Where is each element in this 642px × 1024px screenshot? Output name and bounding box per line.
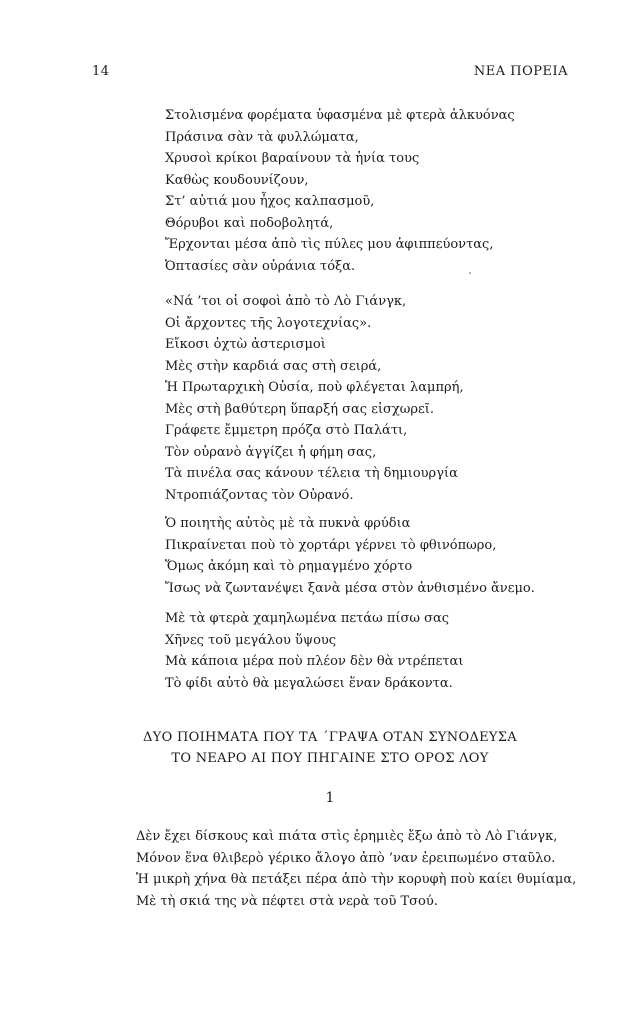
verse-line: Χρυσοὶ κρίκοι βαραίνουν τὰ ἡνία τους — [165, 151, 420, 166]
poem-stanza-3 — [165, 513, 535, 599]
poem-two — [136, 826, 576, 912]
verse-line: Μόνον ἕνα θλιβερὸ γέρικο ἄλογο ἀπὸ ’ναν ἐρειπωμένο σταῦλο. — [136, 850, 556, 866]
verse-line: Ὀπτασίες σὰν οὐράνια τόξα. — [165, 258, 356, 274]
verse-line: Μὲς στὴ βαθύτερη ὕπαρξή σας εἰσχωρεῖ. — [165, 401, 435, 417]
verse-line: Πικραίνεται ποὺ τὸ χορτάρι γέρνει τὸ φθινόπωρο, — [165, 537, 497, 553]
verse-line: Μὰ κάποια μέρα ποὺ πλέον δὲν θὰ ντρέπεται — [165, 654, 464, 669]
verse-line: Ὅμως ἀκόμη καὶ τὸ ρημαγμένο χόρτο — [165, 559, 413, 574]
verse-line: Μὲς στὴν καρδιά σας στὴ σειρά, — [165, 358, 382, 374]
verse-line: Δὲν ἔχει δίσκους καὶ πιάτα στὶς ἐρημιὲς ἔξω ἀπὸ τὸ Λὸ Γιάνγκ, — [136, 829, 558, 844]
section-number: 1 — [325, 790, 335, 806]
verse-line: Ὁ ποιητὴς αὐτὸς μὲ τὰ πυκνὰ φρύδια — [165, 516, 411, 531]
poem-stanza-2 — [165, 291, 464, 506]
page-header — [92, 64, 568, 84]
verse-line: Θόρυβοι καὶ ποδοβολητά, — [165, 215, 334, 231]
verse-line: Οἱ ἄρχοντες τῆς λογοτεχνίας». — [165, 315, 372, 331]
verse-line: Ντροπιάζοντας τὸν Οὐρανό. — [165, 487, 354, 503]
print-speck — [469, 272, 471, 274]
verse-line: Γράφετε ἔμμετρη πρόζα στὸ Παλάτι, — [165, 423, 408, 438]
verse-line: Τὸ φίδι αὐτὸ θὰ μεγαλώσει ἕναν δράκοντα. — [165, 675, 453, 691]
verse-line: Ἔρχονται μέσα ἀπὸ τὶς πύλες μου ἀφιππεύοντας, — [165, 237, 494, 252]
running-title: ΝΕΑ ΠΟΡΕΙΑ — [473, 64, 568, 79]
verse-line: «Νά ’τοι οἱ σοφοὶ ἀπὸ τὸ Λὸ Γιάνγκ, — [165, 294, 407, 309]
verse-line: Εἴκοσι ὀχτὼ ἀστερισμοὶ — [165, 337, 326, 352]
verse-line: Καθὼς κουδουνίζουν, — [165, 172, 309, 188]
section-title-line: ΤΟ ΝΕΑΡΟ ΑΙ ΠΟΥ ΠΗΓΑΙΝΕ ΣΤΟ ΟΡΟΣ ΛΟΥ — [171, 751, 489, 766]
verse-line: Ἴσως νὰ ζωντανέψει ξανὰ μέσα στὸν ἀνθισμένο ἄνεμο. — [165, 580, 535, 596]
verse-line: Μὲ τὴ σκιά της νὰ πέφτει στὰ νερὰ τοῦ Τσού. — [136, 893, 438, 909]
verse-line: Χῆνες τοῦ μεγάλου ὕψους — [165, 632, 337, 648]
poem-stanza-1 — [165, 105, 515, 277]
verse-line: Στ’ αὐτιά μου ἦχος καλπασμοῦ, — [165, 194, 375, 209]
verse-line: Πράσινα σὰν τὰ φυλλώματα, — [165, 129, 359, 145]
verse-line: Μὲ τὰ φτερὰ χαμηλωμένα πετάω πίσω σας — [165, 611, 450, 626]
verse-line: Τὸν οὐρανὸ ἀγγίζει ἡ φήμη σας, — [165, 444, 377, 460]
verse-line: Τὰ πινέλα σας κάνουν τέλεια τὴ δημιουργία — [165, 466, 458, 481]
verse-line: Στολισμένα φορέματα ὑφασμένα μὲ φτερὰ ἀλκυόνας — [165, 108, 515, 123]
page-number: 14 — [92, 64, 110, 79]
section-title-line: ΔΥΟ ΠΟΙΗΜΑΤΑ ΠΟΥ ΤΑ ΄ΓΡΑΨΑ ΟΤΑΝ ΣΥΝΟΔΕΥΣΑ — [143, 730, 517, 745]
verse-line: Ἡ μικρὴ χήνα θὰ πετάξει πέρα ἀπὸ τὴν κορυφὴ ποὺ καίει θυμίαμα, — [136, 872, 577, 887]
verse-line: Ἡ Πρωταρχικὴ Οὐσία, ποὺ φλέγεται λαμπρή, — [165, 380, 464, 395]
section-title — [92, 727, 568, 769]
poem-stanza-4 — [165, 608, 463, 694]
